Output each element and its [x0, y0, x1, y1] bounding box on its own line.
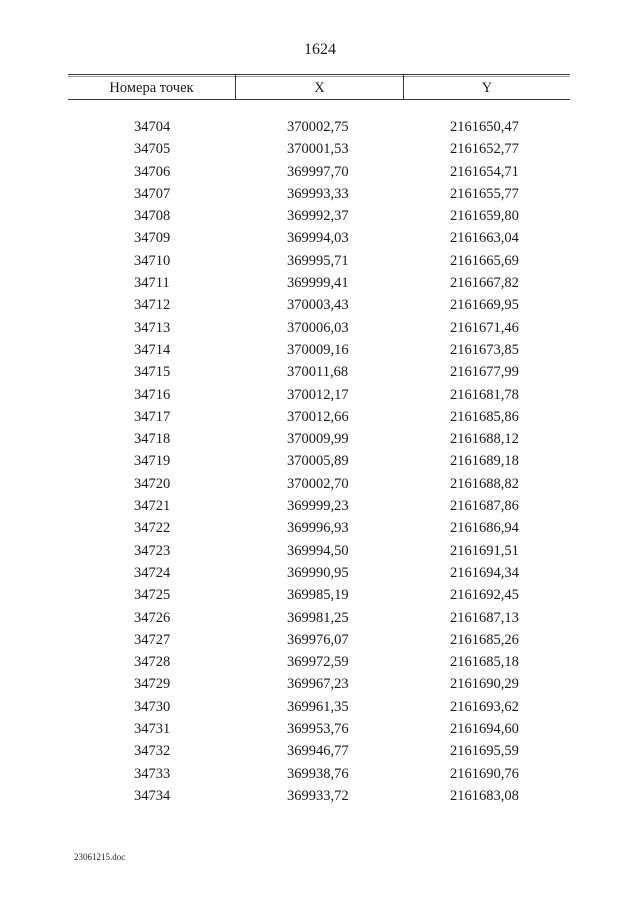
- point-number-cell: 34721: [134, 498, 171, 515]
- table-row: [68, 495, 570, 517]
- table-row: [68, 473, 570, 495]
- table-row: [68, 161, 570, 183]
- x-coordinate-cell: 369953,76: [287, 721, 349, 738]
- table-row: [68, 629, 570, 651]
- y-coordinate-cell: 2161681,78: [450, 386, 519, 403]
- point-number-cell: 34734: [134, 787, 171, 804]
- table-row: [68, 584, 570, 606]
- table-row: [68, 450, 570, 472]
- point-number-cell: 34729: [134, 676, 171, 693]
- point-number-cell: 34725: [134, 587, 171, 604]
- x-coordinate-cell: 369990,95: [287, 564, 349, 581]
- table-header: [68, 74, 570, 100]
- y-coordinate-cell: 2161659,80: [450, 208, 519, 225]
- y-coordinate-cell: 2161685,26: [450, 631, 519, 648]
- x-coordinate-cell: 370006,03: [287, 319, 349, 336]
- table-row: [68, 562, 570, 584]
- point-number-cell: 34722: [134, 520, 171, 537]
- point-number-cell: 34705: [134, 141, 171, 158]
- y-coordinate-cell: 2161673,85: [450, 341, 519, 358]
- x-coordinate-cell: 370005,89: [287, 453, 349, 470]
- y-coordinate-cell: 2161663,04: [450, 230, 519, 247]
- y-coordinate-cell: 2161652,77: [450, 141, 519, 158]
- coordinates-table-body: [68, 116, 570, 807]
- table-row: [68, 428, 570, 450]
- point-number-cell: 34708: [134, 208, 171, 225]
- point-number-cell: 34733: [134, 765, 171, 782]
- y-coordinate-cell: 2161669,95: [450, 297, 519, 314]
- point-number-cell: 34718: [134, 431, 171, 448]
- point-number-cell: 34724: [134, 564, 171, 581]
- point-number-cell: 34715: [134, 364, 171, 381]
- point-number-cell: 34712: [134, 297, 171, 314]
- table-row: [68, 227, 570, 249]
- y-coordinate-cell: 2161650,47: [450, 119, 519, 135]
- x-coordinate-cell: 369933,72: [287, 787, 349, 804]
- point-number-cell: 34726: [134, 609, 171, 626]
- point-number-cell: 34711: [134, 275, 170, 292]
- y-coordinate-cell: 2161692,45: [450, 587, 519, 604]
- y-coordinate-cell: 2161667,82: [450, 275, 519, 292]
- column-header-y: Y: [481, 80, 493, 96]
- point-number-cell: 34709: [134, 230, 171, 247]
- x-coordinate-cell: 370009,16: [287, 341, 349, 358]
- y-coordinate-cell: 2161694,34: [450, 564, 519, 581]
- y-coordinate-cell: 2161691,51: [450, 542, 519, 559]
- point-number-cell: 34719: [134, 453, 171, 470]
- point-number-cell: 34727: [134, 631, 171, 648]
- point-number-cell: 34730: [134, 698, 171, 715]
- x-coordinate-cell: 369993,33: [287, 185, 349, 202]
- x-coordinate-cell: 369992,37: [287, 208, 349, 225]
- x-coordinate-cell: 370012,17: [287, 386, 349, 403]
- point-number-cell: 34714: [134, 341, 171, 358]
- table-row: [68, 673, 570, 695]
- y-coordinate-cell: 2161685,18: [450, 654, 519, 671]
- x-coordinate-cell: 369995,71: [287, 252, 349, 269]
- table-row: [68, 205, 570, 227]
- table-row: [68, 718, 570, 740]
- x-coordinate-cell: 370001,53: [287, 141, 349, 158]
- x-coordinate-cell: 369999,23: [287, 498, 349, 515]
- y-coordinate-cell: 2161690,29: [450, 676, 519, 693]
- point-number-cell: 34707: [134, 185, 171, 202]
- table-row: [68, 785, 570, 807]
- point-number-cell: 34704: [134, 119, 171, 135]
- x-coordinate-cell: 369994,50: [287, 542, 349, 559]
- x-coordinate-cell: 369981,25: [287, 609, 349, 626]
- point-number-cell: 34720: [134, 475, 171, 492]
- y-coordinate-cell: 2161689,18: [450, 453, 519, 470]
- y-coordinate-cell: 2161688,12: [450, 431, 519, 448]
- table-row: [68, 517, 570, 539]
- y-coordinate-cell: 2161654,71: [450, 163, 519, 180]
- x-coordinate-cell: 369994,03: [287, 230, 349, 247]
- y-coordinate-cell: 2161683,08: [450, 787, 519, 804]
- table-row: [68, 361, 570, 383]
- column-header-x: X: [236, 75, 404, 99]
- table-row: [68, 183, 570, 205]
- x-coordinate-cell: 369961,35: [287, 698, 349, 715]
- x-coordinate-cell: 369976,07: [287, 631, 349, 648]
- x-coordinate-cell: 370002,70: [287, 475, 349, 492]
- column-header-point-numbers: Номера точек: [68, 75, 236, 99]
- table-row: [68, 607, 570, 629]
- point-number-cell: 34723: [134, 542, 171, 559]
- point-number-cell: 34717: [134, 408, 171, 425]
- x-coordinate-cell: 369996,93: [287, 520, 349, 537]
- point-number-cell: 34716: [134, 386, 171, 403]
- y-coordinate-cell: 2161687,13: [450, 609, 519, 626]
- x-coordinate-cell: 369985,19: [287, 587, 349, 604]
- y-coordinate-cell: 2161665,69: [450, 252, 519, 269]
- x-coordinate-cell: 370002,75: [287, 119, 349, 135]
- y-coordinate-cell: 2161695,59: [450, 743, 519, 760]
- x-coordinate-cell: 369999,41: [287, 275, 349, 292]
- x-coordinate-cell: 369997,70: [287, 163, 349, 180]
- point-number-cell: 34731: [134, 721, 171, 738]
- table-row: [68, 116, 570, 138]
- table-row: [68, 272, 570, 294]
- table-row: [68, 138, 570, 160]
- table-row: [68, 250, 570, 272]
- point-number-cell: 34728: [134, 654, 171, 671]
- table-row: [68, 294, 570, 316]
- x-coordinate-cell: 369967,23: [287, 676, 349, 693]
- page-number: 1624: [304, 41, 336, 58]
- point-number-cell: 34732: [134, 743, 171, 760]
- y-coordinate-cell: 2161688,82: [450, 475, 519, 492]
- y-coordinate-cell: 2161677,99: [450, 364, 519, 381]
- y-coordinate-cell: 2161671,46: [450, 319, 519, 336]
- y-coordinate-cell: 2161687,86: [450, 498, 519, 515]
- x-coordinate-cell: 370011,68: [287, 364, 349, 381]
- point-number-cell: 34713: [134, 319, 171, 336]
- y-coordinate-cell: 2161690,76: [450, 765, 519, 782]
- x-coordinate-cell: 369972,59: [287, 654, 349, 671]
- table-row: [68, 763, 570, 785]
- table-row: [68, 406, 570, 428]
- table-row: [68, 651, 570, 673]
- y-coordinate-cell: 2161655,77: [450, 185, 519, 202]
- x-coordinate-cell: 370012,66: [287, 408, 349, 425]
- y-coordinate-cell: 2161686,94: [450, 520, 519, 537]
- point-number-cell: 34706: [134, 163, 171, 180]
- y-coordinate-cell: 2161693,62: [450, 698, 519, 715]
- x-coordinate-cell: 370009,99: [287, 431, 349, 448]
- table-row: [68, 540, 570, 562]
- table-row: [68, 384, 570, 406]
- x-coordinate-cell: 369946,77: [287, 743, 349, 760]
- point-number-cell: 34710: [134, 252, 171, 269]
- table-row: [68, 740, 570, 762]
- document-file-name: 23061215.doc: [74, 852, 126, 862]
- y-coordinate-cell: 2161685,86: [450, 408, 519, 425]
- x-coordinate-cell: 370003,43: [287, 297, 349, 314]
- y-coordinate-cell: 2161694,60: [450, 721, 519, 738]
- table-row: [68, 339, 570, 361]
- table-row: [68, 696, 570, 718]
- x-coordinate-cell: 369938,76: [287, 765, 349, 782]
- table-row: [68, 317, 570, 339]
